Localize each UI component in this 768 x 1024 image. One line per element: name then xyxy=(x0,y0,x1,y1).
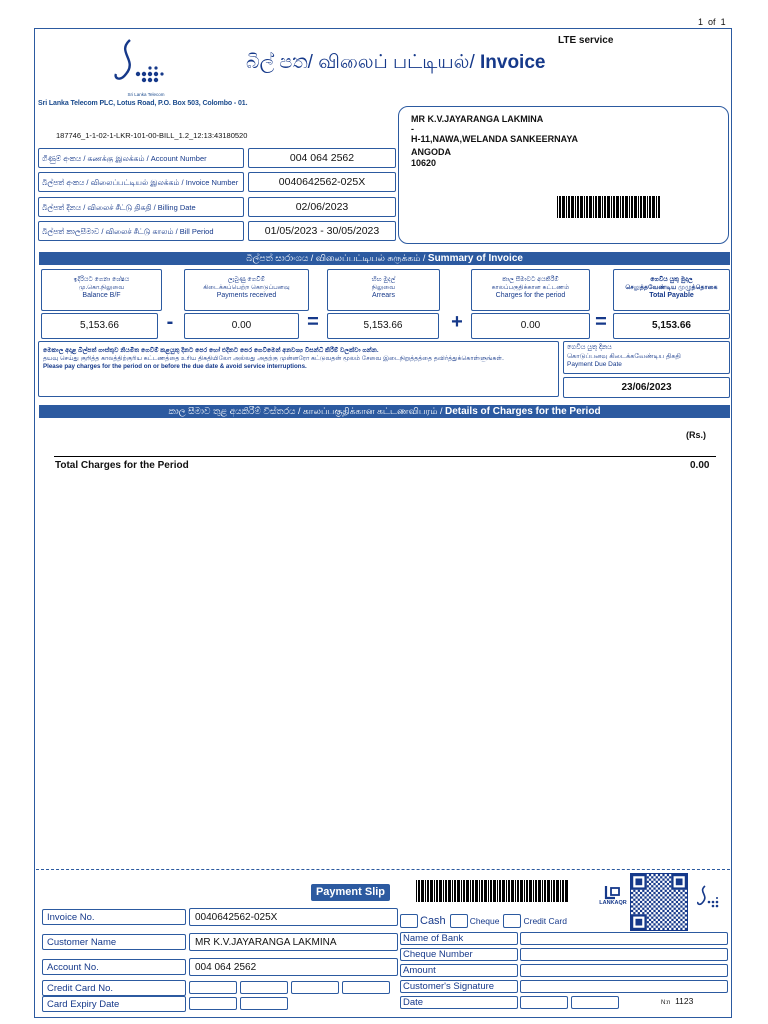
invoice-number-label: බිල්පත් අංකය / விலைப்பட்டியல் இலக்கம் / Invoice Number xyxy=(38,172,244,192)
barcode-bar xyxy=(647,196,648,218)
lankaqr-badge xyxy=(598,884,628,906)
payments-received-value: 0.00 xyxy=(184,313,299,339)
barcode-bar xyxy=(515,880,516,902)
barcode-bar xyxy=(616,196,619,218)
cash-label: Cash xyxy=(420,915,446,927)
total-charges-label: Total Charges for the Period xyxy=(55,460,189,471)
barcode-bar xyxy=(602,196,603,218)
bank-name-field[interactable] xyxy=(520,932,728,945)
card-number-group-3[interactable] xyxy=(291,981,339,994)
barcode-bar xyxy=(631,196,633,218)
account-number-label: ගිණුම් අංකය / கணக்கு இலக்கம் / Account Number xyxy=(38,148,244,168)
barcode-bar xyxy=(580,196,583,218)
barcode-bar xyxy=(506,880,507,902)
barcode-bar xyxy=(463,880,465,902)
barcode-bar xyxy=(568,196,570,218)
signature-label: Customer's Signature xyxy=(400,980,518,993)
total-charges-value: 0.00 xyxy=(690,460,710,471)
barcode-bar xyxy=(416,880,417,902)
lankaqr-label: LANKAQR xyxy=(599,900,627,906)
date-day-box[interactable] xyxy=(520,996,568,1009)
barcode-bar xyxy=(566,196,567,218)
invoice-title: බිල් පත/ விலைப் பட்டியல்/ Invoice xyxy=(246,52,546,73)
slip-barcode xyxy=(416,880,570,902)
lankaqr-icon xyxy=(603,884,623,900)
barcode-bar xyxy=(565,880,568,902)
total-payable-value: 5,153.66 xyxy=(613,313,730,339)
expiry-month-box[interactable] xyxy=(189,997,237,1010)
barcode-bar xyxy=(511,880,514,902)
cash-checkbox[interactable] xyxy=(400,914,418,928)
barcode-bar xyxy=(559,196,561,218)
cheque-number-field[interactable] xyxy=(520,948,728,961)
barcode-bar xyxy=(479,880,480,902)
barcode-bar xyxy=(490,880,492,902)
barcode-bar xyxy=(607,196,610,218)
barcode-bar xyxy=(436,880,438,902)
date-month-box[interactable] xyxy=(571,996,619,1009)
customer-address-box xyxy=(398,106,729,244)
cheque-checkbox[interactable] xyxy=(450,914,468,928)
company-address: Sri Lanka Telecom PLC, Lotus Road, P.O. Box 503, Colombo - 01. xyxy=(38,100,248,107)
barcode-bar xyxy=(544,880,546,902)
barcode-bar xyxy=(643,196,646,218)
bill-code: 187746_1-1-02-1-LKR-101-00-BILL_1.2_12:13:43180520 xyxy=(56,131,248,140)
credit-card-method-label: Credit Card xyxy=(523,916,567,926)
card-number-group-2[interactable] xyxy=(240,981,288,994)
expiry-year-box[interactable] xyxy=(240,997,288,1010)
slip-account-label: Account No. xyxy=(42,959,186,975)
barcode-bar xyxy=(593,196,594,218)
barcode-bar xyxy=(418,880,420,902)
barcode-bar xyxy=(562,196,565,218)
equals-operator-2: = xyxy=(595,311,607,333)
barcode-bar xyxy=(484,880,487,902)
barcode-bar xyxy=(508,880,510,902)
total-divider xyxy=(54,456,716,457)
barcode-bar xyxy=(470,880,471,902)
barcode-bar xyxy=(556,880,559,902)
summary-bar: බිල්පත් සාරාංශය / விலைப்பட்டியல் சுருக்கம் / Summary of Invoice xyxy=(39,252,730,265)
bill-period-label: බිල්පත් කාලසීමාව / விலைச் சீட்டு காலம் / Bill Period xyxy=(38,221,244,241)
barcode-bar xyxy=(571,196,574,218)
barcode-bar xyxy=(457,880,460,902)
barcode-bar xyxy=(538,880,541,902)
page-counter: 1 of 1 xyxy=(698,17,726,27)
slip-customer-label: Customer Name xyxy=(42,934,186,950)
barcode-bar xyxy=(542,880,543,902)
barcode-bar xyxy=(577,196,579,218)
barcode-bar xyxy=(595,196,597,218)
address-barcode xyxy=(557,196,663,218)
billing-date-label: බිල්පත් දිනය / விலைச் சீட்டு திகதி / Billing Date xyxy=(38,197,244,217)
barcode-bar xyxy=(553,880,555,902)
barcode-bar xyxy=(562,880,564,902)
qr-code xyxy=(630,873,688,931)
balance-bf-label: ඉදිරියට ගෙනා ශේෂය மு.கொ.நிலுவை Balance B/F xyxy=(41,269,162,311)
barcode-bar xyxy=(475,880,478,902)
equals-operator: = xyxy=(307,311,319,333)
barcode-bar xyxy=(598,196,601,218)
barcode-bar xyxy=(526,880,528,902)
address-line-1: H-11,NAWA,WELANDA SANKEERNAYA xyxy=(411,134,579,144)
customer-name: MR K.V.JAYARANGA LAKMINA xyxy=(411,114,544,124)
account-number-value: 004 064 2562 xyxy=(248,148,396,168)
barcode-bar xyxy=(658,196,660,218)
address-dash: - xyxy=(411,124,414,134)
barcode-bar xyxy=(493,880,496,902)
barcode-bar xyxy=(533,880,534,902)
barcode-bar xyxy=(557,196,558,218)
barcode-bar xyxy=(430,880,433,902)
barcode-bar xyxy=(425,880,426,902)
barcode-bar xyxy=(638,196,639,218)
barcode-bar xyxy=(611,196,612,218)
barcode-bar xyxy=(551,880,552,902)
barcode-bar xyxy=(640,196,642,218)
barcode-bar xyxy=(454,880,456,902)
barcode-bar xyxy=(529,880,532,902)
address-postcode: 10620 xyxy=(411,158,437,168)
barcode-bar xyxy=(452,880,453,902)
barcode-bar xyxy=(620,196,621,218)
barcode-bar xyxy=(634,196,637,218)
barcode-bar xyxy=(575,196,576,218)
barcode-bar xyxy=(443,880,444,902)
barcode-bar xyxy=(520,880,523,902)
barcode-bar xyxy=(560,880,561,902)
slip-customer-value: MR K.V.JAYARANGA LAKMINA xyxy=(189,933,398,951)
barcode-bar xyxy=(613,196,615,218)
date-label: Date xyxy=(400,996,518,1009)
barcode-bar xyxy=(629,196,630,218)
card-expiry-label: Card Expiry Date xyxy=(42,996,186,1012)
barcode-bar xyxy=(502,880,505,902)
barcode-bar xyxy=(497,880,498,902)
slip-invoice-label: Invoice No. xyxy=(42,909,186,925)
barcode-bar xyxy=(472,880,474,902)
barcode-bar xyxy=(547,880,550,902)
slt-logo xyxy=(108,38,178,96)
due-date-label: ගෙවිය යුතු දිනය கொடுப்பனவு கிடைக்கவேண்டிய திகதி Payment Due Date xyxy=(563,341,730,374)
barcode-bar xyxy=(434,880,435,902)
total-payable-label: ගෙවිය යුතු මුදල செலுத்தவேண்டிய முழுத்தொகை Total Payable xyxy=(613,269,730,311)
barcode-bar xyxy=(584,196,585,218)
signature-field[interactable] xyxy=(520,980,728,993)
slt-small-logo xyxy=(694,884,726,914)
barcode-bar xyxy=(604,196,606,218)
barcode-bar xyxy=(524,880,525,902)
barcode-bar xyxy=(625,196,628,218)
slip-invoice-value: 0040642562-025X xyxy=(189,908,398,926)
logo-caption: Sri Lanka Telecom xyxy=(127,92,165,97)
balance-bf-value: 5,153.66 xyxy=(41,313,158,339)
cheque-number-label: Cheque Number xyxy=(400,948,518,961)
charges-period-label: කාල සීමාවට අයකිරීම් காலப்பகுதிக்கான கட்டணம் Charges for the period xyxy=(471,269,590,311)
barcode-bar xyxy=(448,880,451,902)
barcode-bar xyxy=(481,880,483,902)
barcode-bar xyxy=(656,196,657,218)
due-date-value: 23/06/2023 xyxy=(563,377,730,398)
cheque-label: Cheque xyxy=(469,916,500,926)
barcode-bar xyxy=(421,880,424,902)
barcode-bar xyxy=(589,196,592,218)
details-bar: කාල සීමාව තුළ අයකිරීම් විස්තරය / காலப்பகுதிக்கான கட்டணவிபரம் / Details of Charges for the Period xyxy=(39,405,730,418)
service-label: LTE service xyxy=(558,35,614,46)
tear-line xyxy=(36,869,730,870)
bill-period-value: 01/05/2023 - 30/05/2023 xyxy=(248,221,396,241)
amount-label: Amount xyxy=(400,964,518,977)
billing-date-value: 02/06/2023 xyxy=(248,197,396,217)
barcode-bar xyxy=(649,196,651,218)
barcode-bar xyxy=(517,880,519,902)
invoice-number-value: 0040642562-025X xyxy=(248,172,396,192)
barcode-bar xyxy=(535,880,537,902)
barcode-bar xyxy=(622,196,624,218)
payment-method-row xyxy=(400,914,571,928)
card-number-group-4[interactable] xyxy=(342,981,390,994)
credit-card-checkbox[interactable] xyxy=(503,914,521,928)
minus-operator: - xyxy=(166,311,174,333)
payment-slip-title: Payment Slip xyxy=(311,884,390,901)
credit-card-label: Credit Card No. xyxy=(42,980,186,996)
slip-account-value: 004 064 2562 xyxy=(189,958,398,976)
arrears-value: 5,153.66 xyxy=(327,313,439,339)
payment-notice: මෙකාල අදාළ බිල්පත් ගාස්තුව නියමිත ගෙවීම් කළයුතු දිනට පෙර හෝ එදිනට පෙර ගෙවීමෙන් අනවශ්‍ය විසන්ධි කිරීම් වලක්වා ගන්න. தயவு செய்து குறித்த காலத்திற்குரிய கட்டணத்தை உரிய திகதியிலோ அல்லது அதற்கு முன்னரோ கட்டுவதன் மூலம் சேவை இடைநிறுத்தத்தை தவிர்த்துக்கொள்ளுங்கள். Please pay charges for the period on or before the due date & avoid service interruptions. xyxy=(38,341,559,397)
barcode-bar xyxy=(445,880,447,902)
address-line-2: ANGODA xyxy=(411,147,451,157)
barcode-bar xyxy=(427,880,429,902)
barcode-bar xyxy=(586,196,588,218)
amount-field[interactable] xyxy=(520,964,728,977)
barcode-bar xyxy=(499,880,501,902)
arrears-label: හිඟ මුදල් நிலுவை Arrears xyxy=(327,269,440,311)
barcode-bar xyxy=(488,880,489,902)
barcode-bar xyxy=(461,880,462,902)
payments-received-label: ලැබුණු ගෙවීම් கிடைக்கப்பெற்ற கொடுப்பனவு Payments received xyxy=(184,269,309,311)
plus-operator: + xyxy=(451,311,463,333)
charges-period-value: 0.00 xyxy=(471,313,590,339)
barcode-bar xyxy=(652,196,655,218)
currency-label: (Rs.) xyxy=(686,430,706,440)
barcode-bar xyxy=(439,880,442,902)
barcode-bar xyxy=(466,880,469,902)
bank-name-label: Name of Bank xyxy=(400,932,518,945)
card-number-group-1[interactable] xyxy=(189,981,237,994)
slip-serial: N:n 1123 xyxy=(661,996,694,1006)
